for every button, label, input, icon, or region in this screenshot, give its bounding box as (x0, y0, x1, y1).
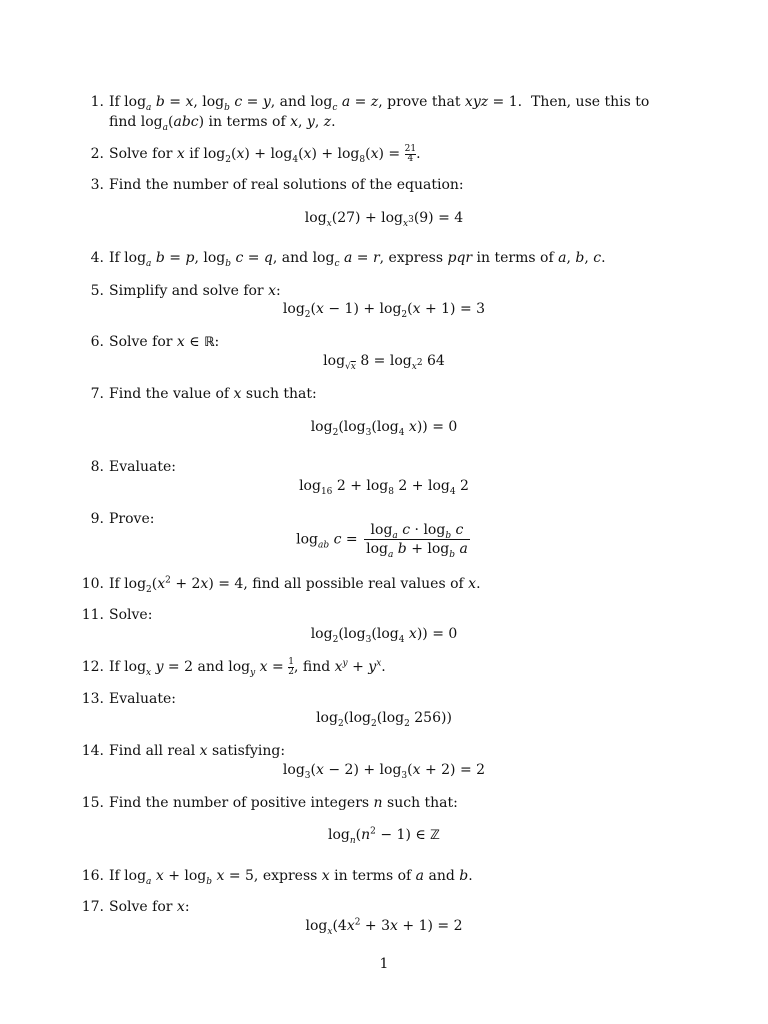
problem-number: 5. (90, 283, 104, 299)
problem-text: Find the value of x such that: (109, 386, 317, 402)
problem-number: 3. (90, 177, 104, 193)
problem-number: 7. (90, 386, 104, 402)
problem-number: 9. (90, 511, 104, 527)
problem-text: Solve for x if $\log_2(x) + \log_4(x) + \log_8(x)$ = $\frac{21}{4}$ . (109, 143, 421, 165)
problem-6-equation: $\log_{√x} 8 = \log_{x^2} 64$ (323, 353, 445, 372)
problem-9-identity: $\log_{ab} c$ = $\frac{\log_a c \cdot \log_b c}{\log_a b + \log_b a}$ (296, 522, 468, 560)
problem-text: If $\log_a x + \log_b x = 5$, express x in terms of a and b. (109, 868, 473, 887)
problem-text: Find the number of real solutions of the equation: (109, 177, 464, 193)
problem-text: If $\log_a b = x$, $\log_b c = y$, and $\log_c a = z$, prove that xyz = 1. Then, use this to find $\log_a(abc)$ in terms of x, y, z. (109, 94, 650, 133)
page-number: 1 (379, 956, 389, 972)
problem-number: 8. (90, 459, 104, 475)
problem-number: 11. (81, 607, 104, 623)
problem-text: Find the number of positive integers n such that: (109, 795, 458, 811)
problem-text: If $\log_a b = p$, $\log_b c = q$, and $\log_c a = r$, express pqr in terms of a, b, c. (109, 250, 606, 269)
problem-number: 16. (81, 868, 104, 884)
problem-text: Solve: (109, 607, 153, 623)
problem-number: 2. (90, 146, 104, 162)
problem-text: Find all real x satisfying: (109, 743, 286, 759)
problem-text: Evaluate: (109, 459, 176, 475)
problem-number: 1. (90, 94, 104, 110)
problem-5-equation: $\log_2(x - 1) + \log_2(x + 1) = 3$ (282, 301, 486, 320)
problem-14-equation: $\log_3(x - 2) + \log_3(x + 2) = 2$ (282, 762, 486, 781)
problem-text: If $\log_2(x^2 + 2x) = 4$, find all possible real values of x. (109, 575, 481, 595)
problem-text: Evaluate: (109, 691, 176, 707)
problem-17-equation: $\log_x(4x^2 + 3x + 1) = 2$ (305, 917, 463, 937)
problem-13-expression: $\log_2(\log_2(\log_2$ 256)) (316, 710, 452, 729)
problem-number: 13. (81, 691, 104, 707)
problem-number: 6. (90, 334, 104, 350)
problem-number: 12. (81, 659, 104, 675)
problem-8-expression: $\log_{16} 2 + \log_8 2 + \log_4 2$ (299, 478, 469, 497)
problem-number: 17. (81, 899, 104, 915)
problem-3-equation: $\log_x(27) + \log_{x^3}(9) = 4$ (304, 210, 464, 229)
problem-number: 4. (90, 250, 104, 266)
problem-text: Solve for x ∈ ℝ: (109, 334, 220, 350)
problem-text: Solve for x: (109, 899, 190, 915)
problem-text: Prove: (109, 511, 155, 527)
problem-text: Simplify and solve for x: (109, 283, 281, 299)
problem-number: 10. (81, 576, 104, 592)
problem-7-equation: $\log_2(\log_3(\log_4$ x)) = 0 (310, 419, 458, 438)
problem-15-condition: $\log_n(n^2 - 1)$ ∈ ℤ (328, 826, 440, 846)
problem-number: 15. (81, 795, 104, 811)
problem-text: If $\log_x y = 2$ and $\log_y x$ = $\frac{1}{2}$ , find $x^y + y^x$. (109, 656, 386, 678)
problem-11-equation: $\log_2(\log_3(\log_4$ x)) = 0 (310, 626, 458, 645)
problem-number: 14. (81, 743, 104, 759)
